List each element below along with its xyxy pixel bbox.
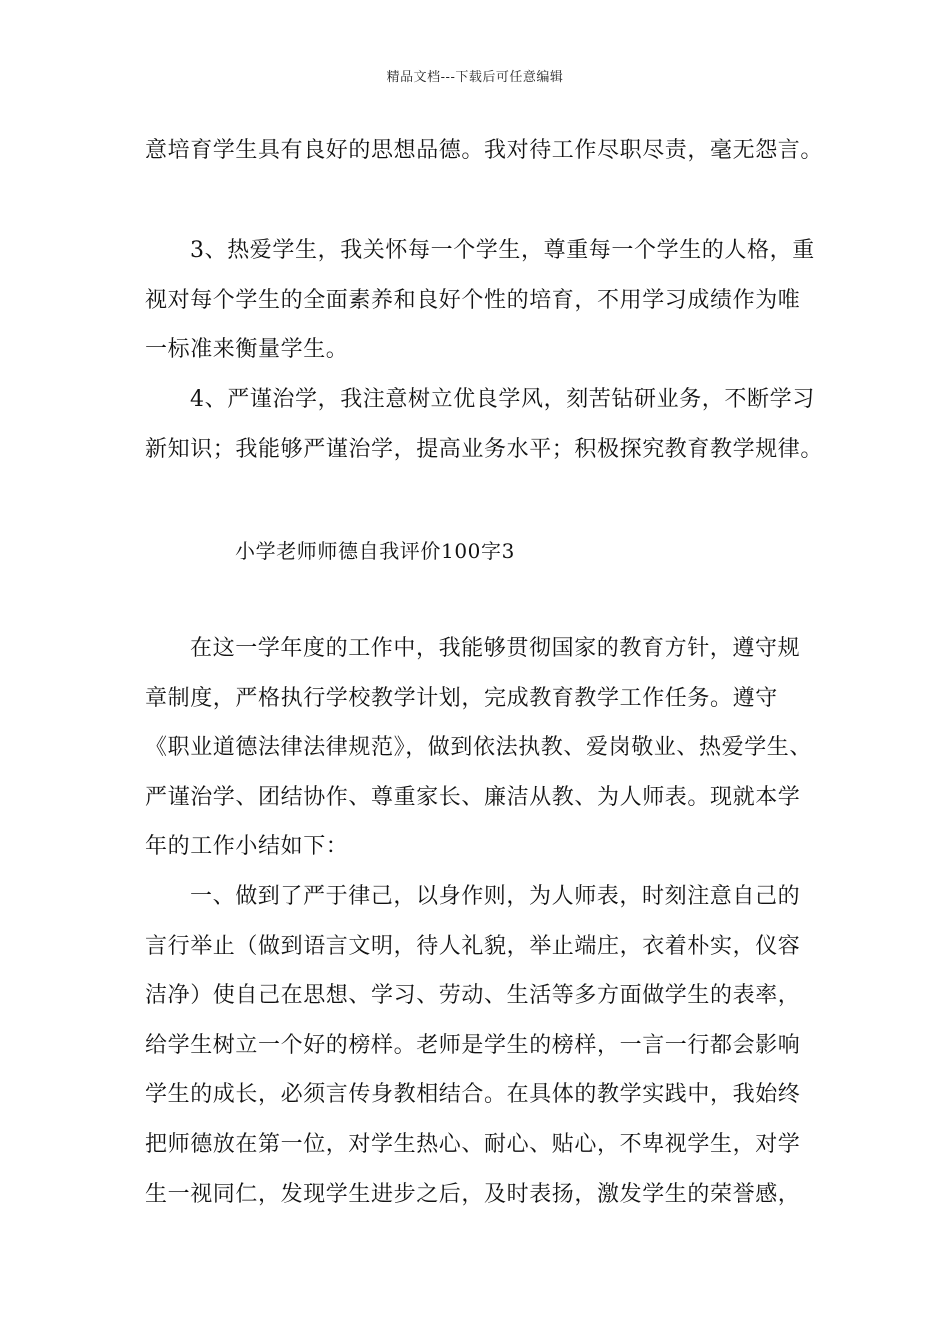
paragraph-line: 一、做到了严于律己，以身作则，为人师表，时刻注意自己的 bbox=[190, 884, 801, 909]
paragraph-line: 把师德放在第一位，对学生热心、耐心、贴心，不卑视学生，对学 bbox=[145, 1132, 801, 1157]
paragraph-line: 章制度，严格执行学校教学计划，完成教育教学工作任务。遵守 bbox=[145, 686, 778, 711]
section-heading: 小学老师师德自我评价100字3 bbox=[235, 539, 515, 563]
paragraph-line: 3、热爱学生，我关怀每一个学生，尊重每一个学生的人格，重 bbox=[190, 238, 815, 263]
paragraph-line: 言行举止（做到语言文明，待人礼貌，举止端庄，衣着朴实，仪容 bbox=[145, 934, 801, 959]
paragraph-line: 在这一学年度的工作中，我能够贯彻国家的教育方针，遵守规 bbox=[190, 636, 801, 661]
paragraph-line: 年的工作小结如下： bbox=[145, 834, 349, 859]
paragraph-line: 学生的成长，必须言传身教相结合。在具体的教学实践中，我始终 bbox=[145, 1082, 801, 1107]
paragraph-line: 生一视同仁，发现学生进步之后，及时表扬，激发学生的荣誉感， bbox=[145, 1182, 801, 1207]
paragraph-line: 一标准来衡量学生。 bbox=[145, 337, 349, 362]
paragraph-line: 新知识；我能够严谨治学，提高业务水平；积极探究教育教学规律。 bbox=[145, 437, 824, 462]
paragraph-line: 严谨治学、团结协作、尊重家长、廉洁从教、为人师表。现就本学 bbox=[145, 785, 801, 810]
paragraph-line: 4、严谨治学，我注意树立优良学风，刻苦钻研业务，不断学习 bbox=[190, 387, 815, 412]
paragraph-line: 给学生树立一个好的榜样。老师是学生的榜样，一言一行都会影响 bbox=[145, 1033, 801, 1058]
paragraph-line: 视对每个学生的全面素养和良好个性的培育，不用学习成绩作为唯 bbox=[145, 288, 801, 313]
paragraph-line: 洁净）使自己在思想、学习、劳动、生活等多方面做学生的表率， bbox=[145, 983, 801, 1008]
paragraph-line: 《职业道德法律法律规范》，做到依法执教、爱岗敬业、热爱学生、 bbox=[145, 735, 813, 760]
paragraph-line: 意培育学生具有良好的思想品德。我对待工作尽职尽责，毫无怨言。 bbox=[145, 138, 824, 163]
page-header: 精品文档---下载后可任意编辑 bbox=[386, 70, 564, 85]
